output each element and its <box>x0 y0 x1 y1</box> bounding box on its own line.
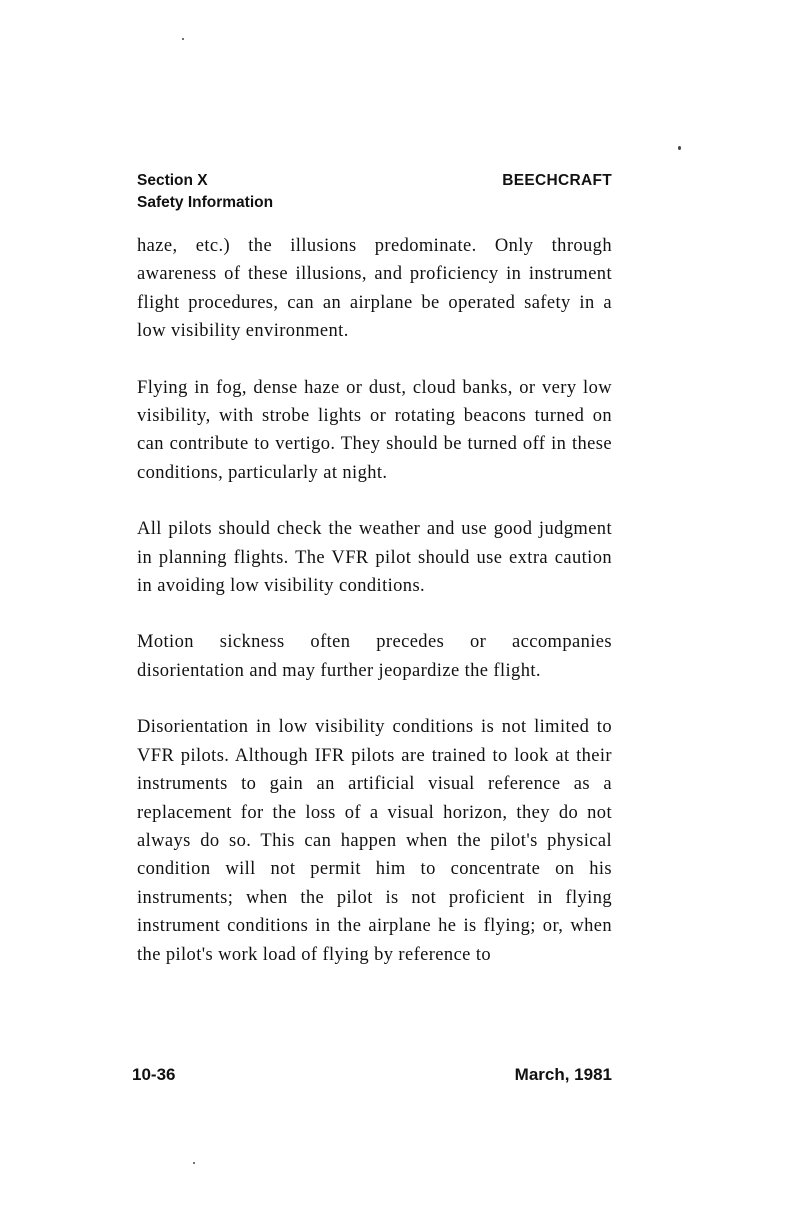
scan-speck <box>678 146 681 150</box>
scan-speck <box>182 38 184 40</box>
paragraph: Flying in fog, dense haze or dust, cloud banks, or very low visibility, with strobe lights or rotating beacons turned on can contribute to vertigo. They should be turned off in these conditions, particularly at night. <box>137 377 612 483</box>
scan-speck <box>193 1162 195 1164</box>
paragraph: All pilots should check the weather and use good judgment in planning flights. The VFR pilot should use extra caution in avoiding low visibility conditions. <box>137 519 612 597</box>
body-text <box>137 232 612 997</box>
brand-name: BEECHCRAFT <box>502 172 612 189</box>
section-subtitle: Safety Information <box>137 194 274 211</box>
revision-date: March, 1981 <box>514 1065 612 1084</box>
paragraph: Disorientation in low visibility conditions is not limited to VFR pilots. Although IFR pilots are trained to look at their instruments to gain an artificial visual reference as a replacement for the loss of a visual horizon, they do not always do so. This can happen when the pilot's physical condition will not permit him to concentrate on his instruments; when the pilot is not proficient in flying instrument conditions in the airplane he is flying; or, when the pilot's work load of flying by reference to <box>137 717 612 965</box>
page-number: 10-36 <box>132 1065 176 1084</box>
paragraph: Motion sickness often precedes or accompanies disorientation and may further jeopardize the flight. <box>137 632 612 681</box>
paragraph: haze, etc.) the illusions predominate. Only through awareness of these illusions, and proficiency in instrument flight procedures, can an airplane be operated safety in a low visibility environment. <box>137 236 612 342</box>
section-heading <box>137 170 273 214</box>
section-title: Section X <box>137 172 208 189</box>
